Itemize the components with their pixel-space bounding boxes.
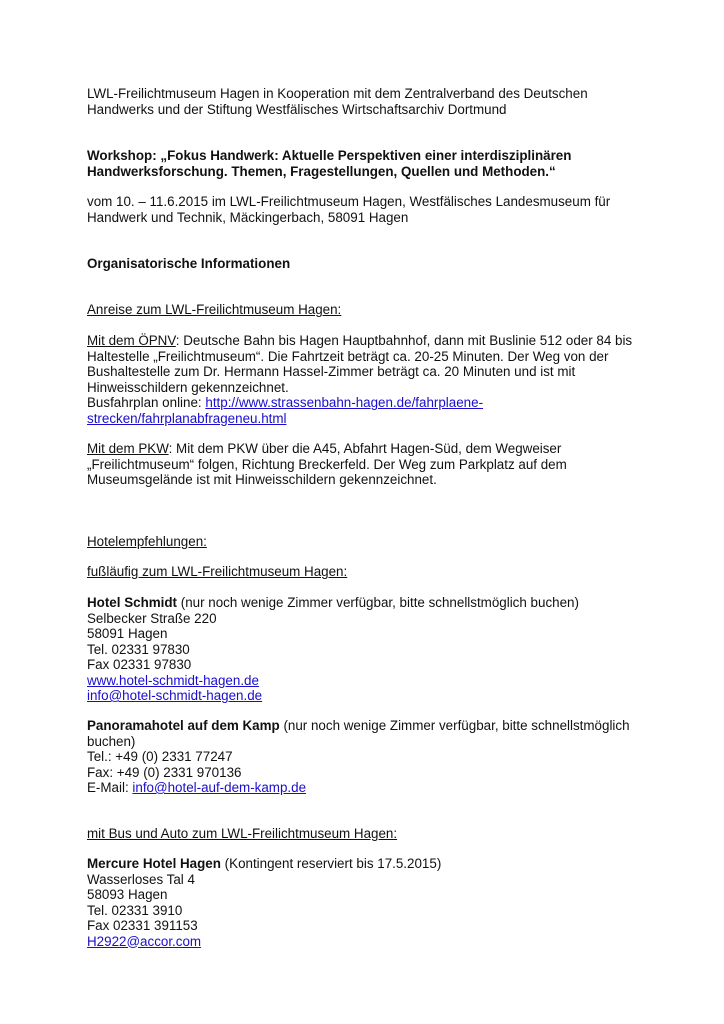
mercure-street: Wasserloses Tal 4 xyxy=(87,871,195,887)
panorama-email-label: E-Mail: xyxy=(87,780,133,795)
hotel-schmidt-street: Selbecker Straße 220 xyxy=(87,610,217,626)
pkw-label: Mit dem PKW xyxy=(87,441,169,456)
walk-heading: fußläufig zum LWL-Freilichtmuseum Hagen: xyxy=(87,564,348,579)
workshop-title xyxy=(87,148,647,179)
pkw-line: „Freilichtmuseum“ folgen, Richtung Breckerfeld. Der Weg zum Parkplatz auf dem xyxy=(87,456,567,472)
panorama-fax: Fax: +49 (0) 2331 970136 xyxy=(87,764,242,780)
hotel-schmidt-fax: Fax 02331 97830 xyxy=(87,657,192,672)
oepnv-line: Hinweisschildern gekennzeichnet. xyxy=(87,379,289,395)
oepnv-label: Mit dem ÖPNV xyxy=(87,333,176,348)
mercure-email-link[interactable]: H2922@accor.com xyxy=(87,933,202,949)
venue-paragraph xyxy=(87,194,647,225)
mercure-city: 58093 Hagen xyxy=(87,887,168,902)
intro-paragraph xyxy=(87,86,647,117)
hotel-schmidt-note: (nur noch wenige Zimmer verfügbar, bitte schnellstmöglich buchen) xyxy=(177,595,579,610)
venue-line: vom 10. – 11.6.2015 im LWL-Freilichtmuseum Hagen, Westfälisches Landesmuseum für xyxy=(87,194,611,209)
bus-schedule-label: Busfahrplan online: xyxy=(87,395,206,410)
oepnv-line: Haltestelle „Freilichtmuseum“. Die Fahrtzeit beträgt ca. 20-25 Minuten. Der Weg von der xyxy=(87,348,609,364)
intro-line: Handwerks und der Stiftung Westfälisches Wirtschaftsarchiv Dortmund xyxy=(87,101,507,117)
hotel-schmidt-web-link[interactable]: www.hotel-schmidt-hagen.de xyxy=(87,672,259,688)
anreise-heading: Anreise zum LWL-Freilichtmuseum Hagen: xyxy=(87,302,342,317)
oepnv-text: : Deutsche Bahn bis Hagen Hauptbahnhof, dann mit Buslinie 512 oder 84 bis xyxy=(175,333,633,348)
intro-line: LWL-Freilichtmuseum Hagen in Kooperation mit dem Zentralverband des Deutschen xyxy=(87,86,588,101)
panorama-email-link[interactable]: info@hotel-auf-dem-kamp.de xyxy=(132,780,307,795)
oepnv-line: Bushaltestelle zum Dr. Hermann Hassel-Zimmer beträgt ca. 20 Minuten und ist mit xyxy=(87,364,576,379)
mercure-block xyxy=(87,856,647,949)
org-heading: Organisatorische Informationen xyxy=(87,256,291,271)
mercure-tel: Tel. 02331 3910 xyxy=(87,902,183,918)
pkw-paragraph xyxy=(87,441,647,488)
panorama-tel: Tel.: +49 (0) 2331 77247 xyxy=(87,749,233,764)
hotel-schmidt-tel: Tel. 02331 97830 xyxy=(87,641,190,657)
bus-schedule-link[interactable]: http://www.strassenbahn-hagen.de/fahrplaene- xyxy=(205,395,484,410)
hotel-heading: Hotelempfehlungen: xyxy=(87,534,207,549)
hotel-schmidt-name: Hotel Schmidt xyxy=(87,595,178,610)
pkw-line: Museumsgelände ist mit Hinweisschildern gekennzeichnet. xyxy=(87,472,437,487)
mercure-fax: Fax 02331 391153 xyxy=(87,918,198,933)
mercure-name: Mercure Hotel Hagen xyxy=(87,856,221,871)
bus-schedule-link[interactable]: strecken/fahrplanabfrageneu.html xyxy=(87,410,287,426)
panorama-name: Panoramahotel auf dem Kamp xyxy=(87,718,280,733)
bus-auto-heading: mit Bus und Auto zum LWL-Freilichtmuseum Hagen: xyxy=(87,826,398,841)
venue-line: Handwerk und Technik, Mäckingerbach, 58091 Hagen xyxy=(87,209,409,225)
workshop-title-line: Workshop: „Fokus Handwerk: Aktuelle Perspektiven einer interdisziplinären xyxy=(87,148,572,163)
panorama-note: (nur noch wenige Zimmer verfügbar, bitte schnellstmöglich xyxy=(279,718,630,733)
hotel-schmidt-email-link[interactable]: info@hotel-schmidt-hagen.de xyxy=(87,688,263,703)
panorama-note-cont: buchen) xyxy=(87,733,136,749)
workshop-title-line: Handwerksforschung. Themen, Fragestellungen, Quellen und Methoden.“ xyxy=(87,163,556,179)
oepnv-paragraph xyxy=(87,333,647,426)
pkw-text: : Mit dem PKW über die A45, Abfahrt Hagen-Süd, dem Wegweiser xyxy=(168,441,562,456)
hotel-schmidt-city: 58091 Hagen xyxy=(87,626,168,641)
mercure-note: (Kontingent reserviert bis 17.5.2015) xyxy=(220,856,442,871)
hotel-schmidt-block xyxy=(87,595,647,704)
panorama-block xyxy=(87,718,647,796)
